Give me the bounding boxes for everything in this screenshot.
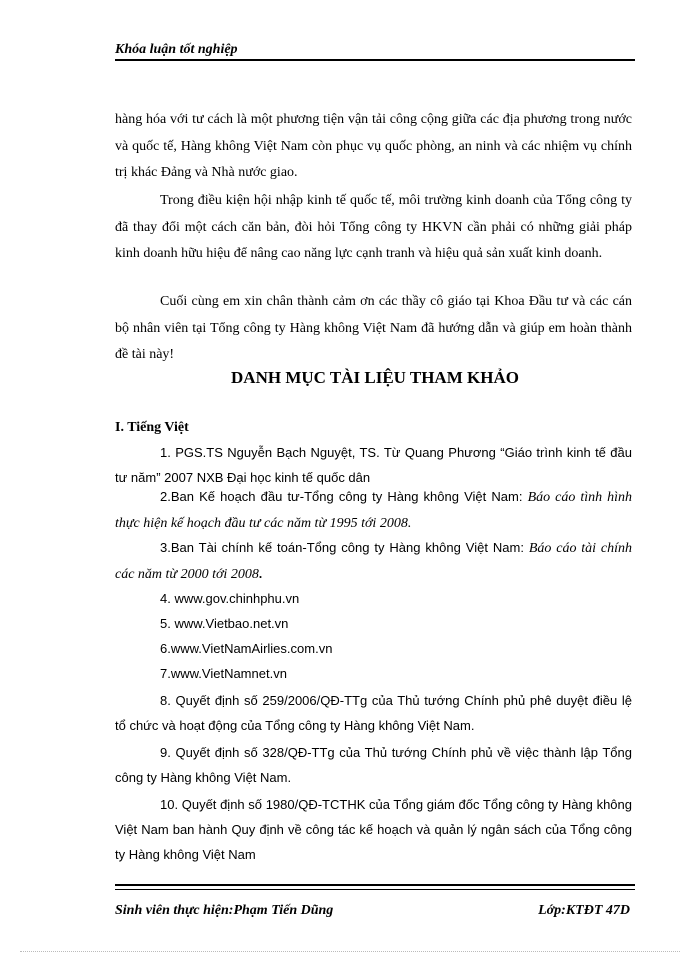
reference-item: 3.Ban Tài chính kế toán-Tổng công ty Hàng không Việt Nam: Báo cáo tài chính các năm từ 2000 tới 2008. (115, 540, 632, 582)
body-paragraph: Cuối cùng em xin chân thành cảm ơn các thầy cô giáo tại Khoa Đầu tư và các cán bộ nhân viên tại Tổng công ty Hàng không Việt Nam đã hướng dẫn và giúp em hoàn thành đề tài này! (115, 294, 632, 363)
references-heading: DANH MỤC TÀI LIỆU THAM KHẢO (231, 368, 519, 387)
reference-item: 8. Quyết định số 259/2006/QĐ-TTg của Thủ tướng Chính phủ phê duyệt điều lệ tổ chức và hoạt động của Tổng công ty Hàng không Việt Nam. (115, 693, 632, 733)
page-header-title: Khóa luận tốt nghiệp (115, 42, 238, 57)
reference-item: 4. www.gov.chinhphu.vn (160, 591, 300, 606)
reference-item: 7.www.VietNamnet.vn (160, 666, 287, 681)
references-subheading: I. Tiếng Việt (115, 420, 189, 435)
footer-rule (115, 889, 635, 890)
reference-item: 6.www.VietNamAirlies.com.vn (160, 641, 333, 656)
reference-item: 10. Quyết định số 1980/QĐ-TCTHK của Tổng giám đốc Tổng công ty Hàng không Việt Nam ban hành Quy định về công tác kế hoạch và quản lý ngân sách của Tổng công ty Hàng không Việt Nam (115, 797, 632, 862)
body-paragraph: hàng hóa với tư cách là một phương tiện vận tải công cộng giữa các địa phương trong nước và quốc tế, Hàng không Việt Nam còn phục vụ quốc phòng, an ninh và các nhiệm vụ chính trị khác Đảng và Nhà nước giao. (115, 112, 632, 181)
page-edge (20, 951, 680, 952)
footer-class: Lớp:KTĐT 47D (538, 903, 630, 918)
reference-item: 2.Ban Kế hoạch đầu tư-Tổng công ty Hàng không Việt Nam: Báo cáo tình hình thực hiện kế hoạch đầu tư các năm từ 1995 tới 2008. (115, 489, 633, 531)
footer-rule (115, 884, 635, 886)
reference-item: 1. PGS.TS Nguyễn Bạch Nguyệt, TS. Từ Quang Phương “Giáo trình kinh tế đầu tư năm” 2007 NXB Đại học kinh tế quốc dân (115, 445, 632, 485)
footer-student-name: Sinh viên thực hiện:Phạm Tiến Dũng (115, 903, 334, 918)
header-rule (115, 59, 635, 61)
reference-item: 9. Quyết định số 328/QĐ-TTg của Thủ tướng Chính phủ về việc thành lập Tổng công ty Hàng không Việt Nam. (115, 745, 632, 785)
reference-item: 5. www.Vietbao.net.vn (160, 616, 289, 631)
body-paragraph: Trong điều kiện hội nhập kinh tế quốc tế, môi trường kinh doanh của Tổng công ty đã thay đổi một cách căn bản, đòi hỏi Tổng công ty HKVN cần phải có những giải pháp kinh doanh hữu hiệu để nâng cao năng lực cạnh tranh và hiệu quả sản xuất kinh doanh. (115, 193, 632, 262)
